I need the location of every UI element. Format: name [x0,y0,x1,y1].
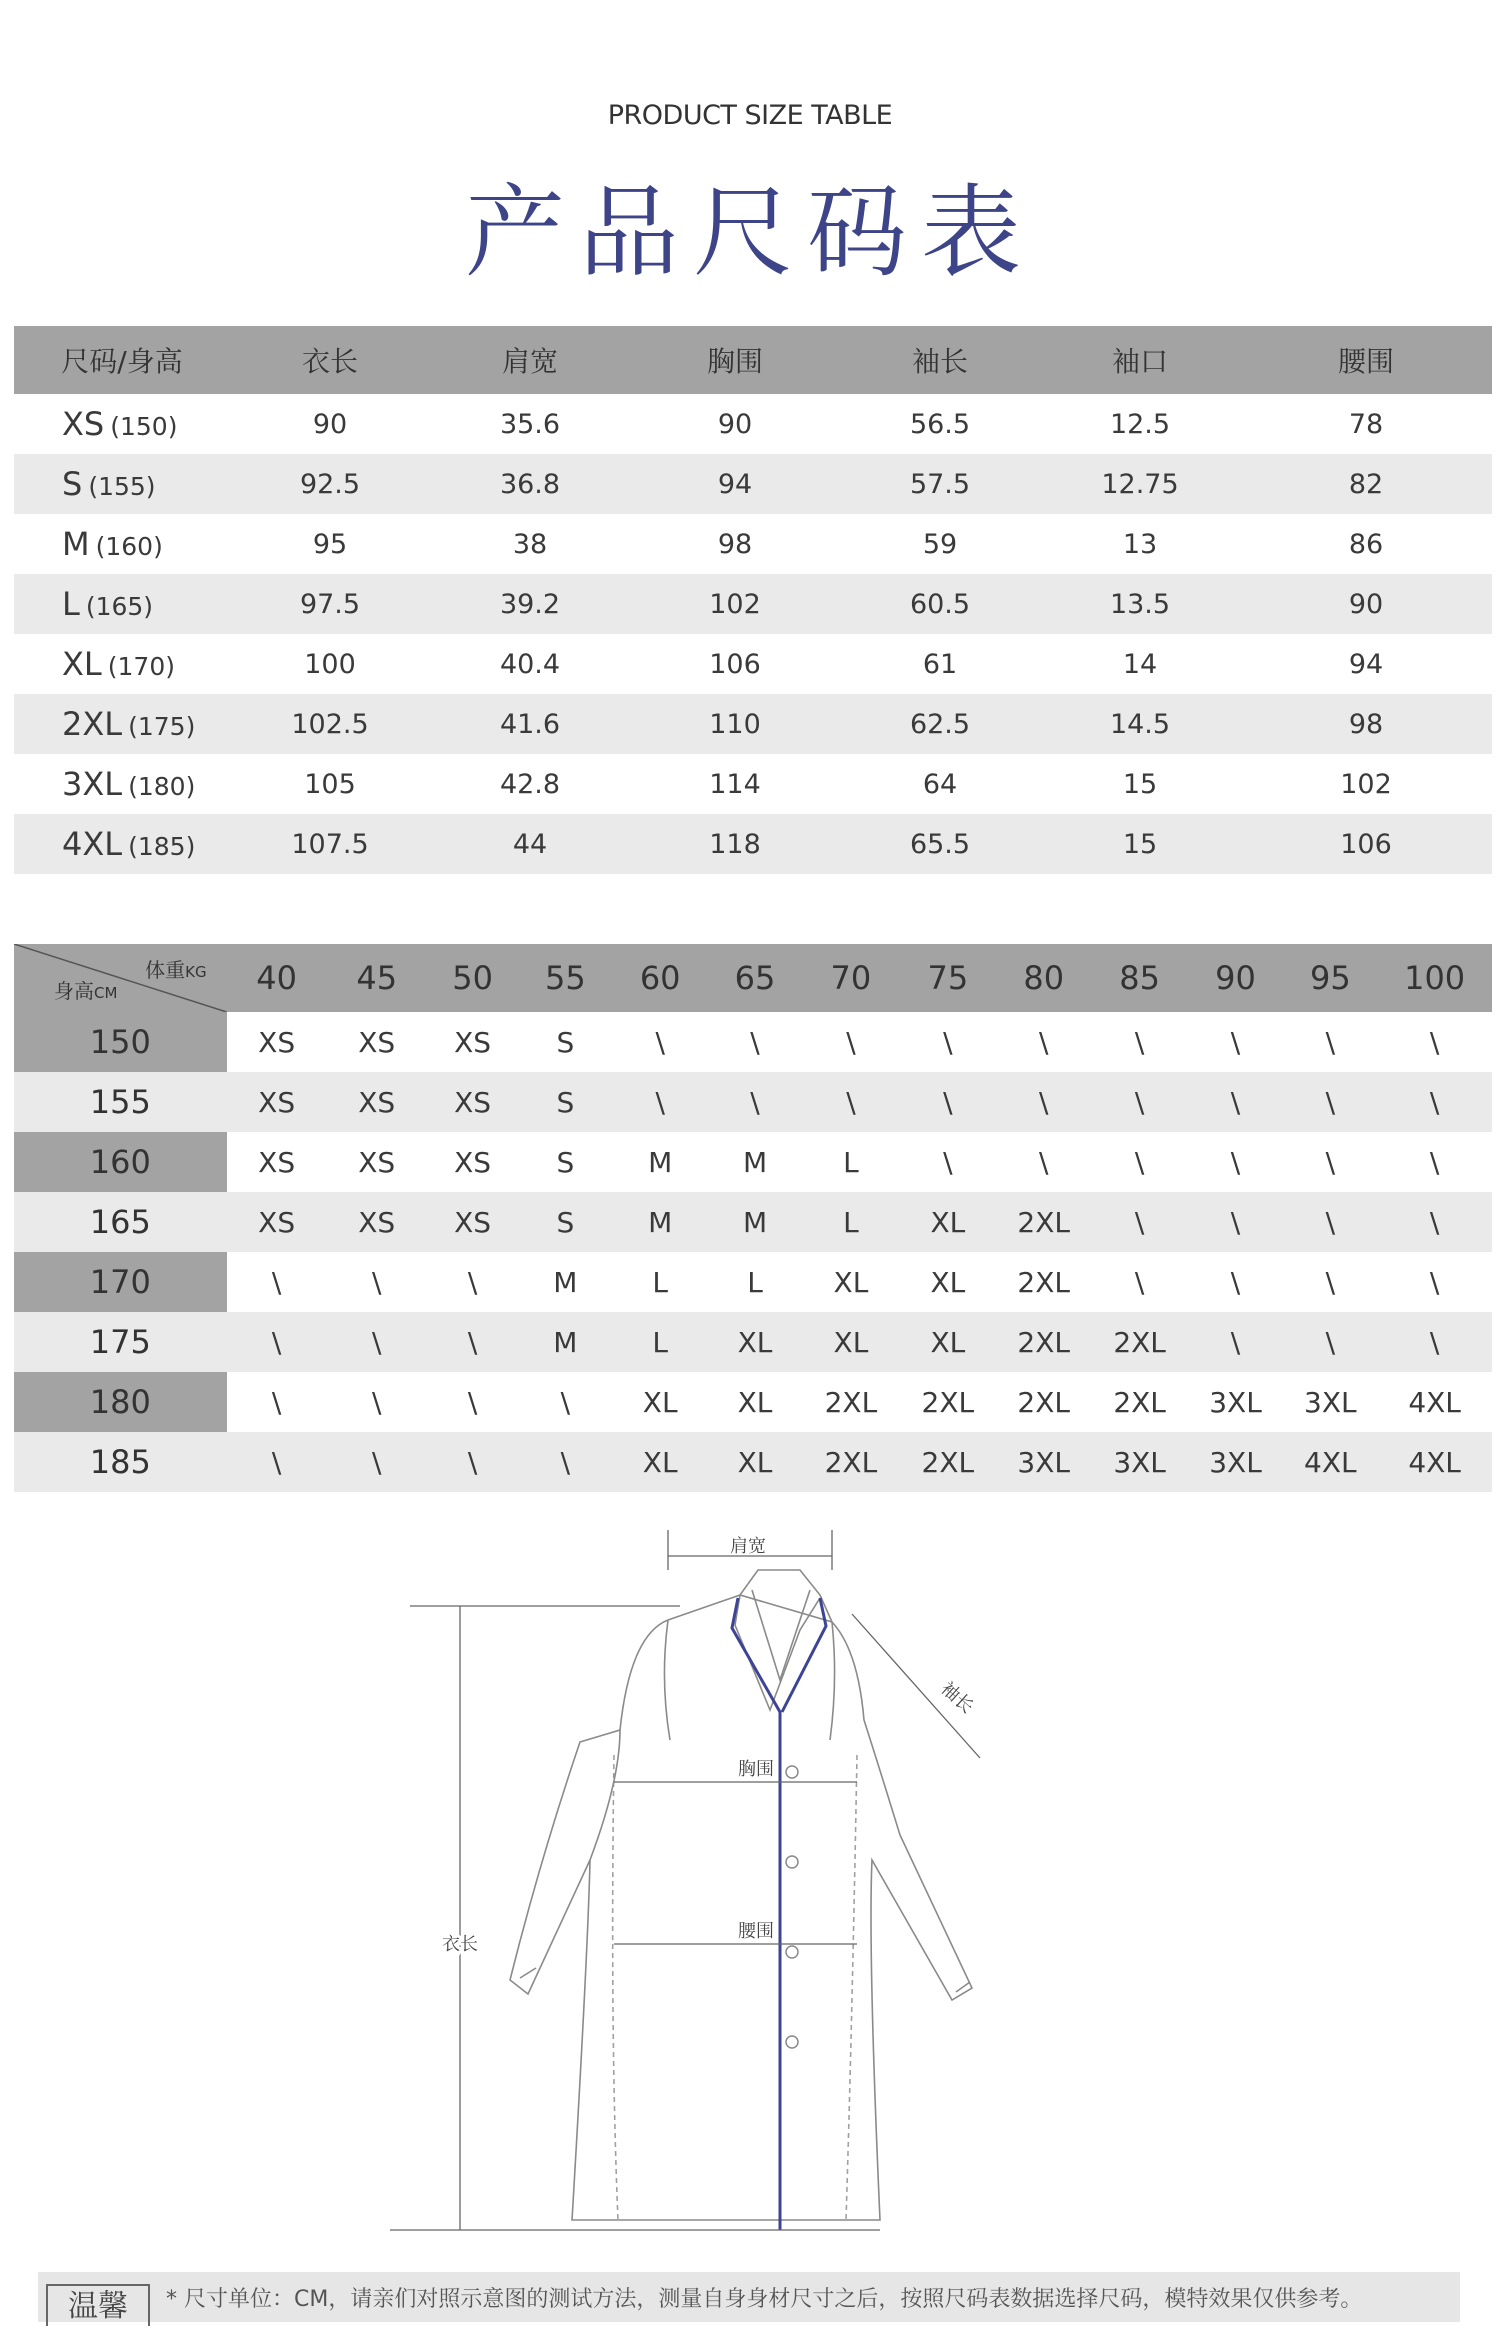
recommended-size-cell: 4XL [1408,1385,1461,1419]
recommended-size-cell: \ [227,1432,327,1492]
weight-height-table [14,944,1492,1492]
size-name: XL [62,645,102,683]
weight-header-cell: 65 [708,944,802,1012]
size-row [14,694,1492,754]
recommended-size-cell: \ [1230,1025,1241,1059]
size-row [14,754,1492,814]
height-cell: 165 [14,1192,227,1252]
size-height: (180) [128,772,196,801]
recommended-size-cell: \ [655,1025,665,1059]
measurement-cell: 118 [630,814,840,874]
measurement-cell: 59 [922,528,958,560]
size-height: (155) [88,472,156,501]
recommended-size-cell: L [802,1192,900,1252]
weight-header-cell: 80 [996,944,1092,1012]
measurement-cell: 90 [1240,574,1492,634]
recommended-size-cell: \ [943,1025,953,1059]
size-row [14,454,1492,514]
recommended-size-cell: M [708,1192,802,1252]
measurement-cell: 92.5 [230,454,430,514]
recommended-size-cell: \ [1134,1145,1145,1179]
size-cell [14,454,230,514]
recommended-size-cell: 2XL [1017,1385,1071,1419]
col-header-waist: 腰围 [1240,326,1492,394]
recommended-size-cell: 2XL [996,1312,1092,1372]
recommended-size-cell: \ [612,1072,708,1132]
corner-weight-label: 体重KG [145,958,207,982]
button-4 [786,2036,798,2048]
size-row [14,814,1492,874]
measurement-cell: 114 [709,768,761,800]
measurement-cell: 36.8 [430,454,630,514]
garment-diagram [360,1530,1310,2240]
label-sleeve: 袖长 [936,1678,978,1718]
size-name: M [62,525,90,563]
weight-header-cell: 75 [900,944,996,1012]
height-cell: 185 [14,1432,227,1492]
recommended-size-cell: XL [708,1312,802,1372]
recommended-size-cell: \ [1325,1025,1336,1059]
measurement-cell: 65.5 [840,814,1040,874]
measurement-cell: 13.5 [1040,574,1240,634]
size-name: L [62,585,80,623]
note-bar [38,2272,1460,2322]
measurement-cell: 41.6 [430,694,630,754]
recommended-size-cell: XS [258,1025,296,1059]
size-table [14,326,1492,874]
size-height: (185) [128,832,196,861]
weight-row [14,1312,1492,1372]
recommended-size-cell: XL [930,1265,966,1299]
recommended-size-cell: \ [900,1072,996,1132]
measurement-cell: 40.4 [499,648,561,680]
measurement-cell: 102 [1340,768,1392,800]
recommended-size-cell: L [652,1265,668,1299]
recommended-size-cell: \ [1039,1025,1049,1059]
recommended-size-cell: 2XL [900,1432,996,1492]
recommended-size-cell: \ [846,1025,856,1059]
weight-header-cell: 40 [227,944,327,1012]
recommended-size-cell: 4XL [1283,1432,1377,1492]
note-text: * 尺寸单位：CM，请亲们对照示意图的测试方法，测量自身身材尺寸之后，按照尺码表数据选择尺码，模特效果仅供参考。 [166,2287,1363,2312]
recommended-size-cell: XS [327,1192,427,1252]
recommended-size-cell: \ [943,1145,953,1179]
size-name: 2XL [62,705,123,743]
recommended-size-cell: XL [612,1432,708,1492]
recommended-size-cell: L [747,1265,763,1299]
measurement-cell: 14 [1122,648,1158,680]
weight-header-cell: 70 [802,944,900,1012]
recommended-size-cell: \ [467,1265,478,1299]
weight-header-cell: 100 [1377,944,1492,1012]
weight-row [14,1012,1492,1072]
label-waist: 腰围 [738,1921,774,1942]
coat-body-outline [510,1595,972,2220]
measurement-cell: 105 [304,768,356,800]
weight-row [14,1132,1492,1192]
col-header-chest: 胸围 [630,326,840,394]
recommended-size-cell: \ [1134,1265,1145,1299]
height-cell: 160 [14,1132,227,1192]
measurement-cell: 57.5 [840,454,1040,514]
measurement-cell: 56.5 [909,408,971,440]
col-header-length: 衣长 [230,326,430,394]
recommended-size-cell: 2XL [824,1385,878,1419]
button-2 [786,1856,798,1868]
recommended-size-cell: \ [1429,1265,1440,1299]
recommended-size-cell: XS [454,1145,492,1179]
measurement-cell: 39.2 [430,574,630,634]
label-chest: 胸围 [738,1759,774,1780]
size-row [14,394,1492,454]
recommended-size-cell: XL [833,1265,869,1299]
recommended-size-cell: \ [802,1072,900,1132]
recommended-size-cell: \ [1283,1072,1377,1132]
col-header-shoulder: 肩宽 [430,326,630,394]
size-name: 3XL [62,765,123,803]
measurement-cell: 44 [430,814,630,874]
placket-line [732,1598,780,2230]
measurement-cell: 61 [922,648,958,680]
measurement-cell: 35.6 [499,408,561,440]
recommended-size-cell: \ [271,1385,282,1419]
size-row [14,514,1492,574]
recommended-size-cell: 2XL [802,1432,900,1492]
weight-header-cell: 45 [327,944,427,1012]
measurement-cell: 106 [1240,814,1492,874]
measurement-cell: 102 [630,574,840,634]
recommended-size-cell: \ [1230,1265,1241,1299]
corner-height-label: 身高CM [54,979,118,1003]
size-height: (170) [107,652,175,681]
recommended-size-cell: XS [327,1072,427,1132]
title-en: PRODUCT SIZE TABLE [607,100,893,131]
measurement-cell: 90 [312,408,348,440]
button-3 [786,1946,798,1958]
measurement-cell: 64 [922,768,958,800]
recommended-size-cell: XL [900,1192,996,1252]
recommended-size-cell: \ [560,1385,571,1419]
weight-header-cell: 55 [518,944,612,1012]
size-name: 4XL [62,825,123,863]
measurement-cell: 98 [717,528,753,560]
col-header-size: 尺码/身高 [14,326,230,394]
measurement-cell: 15 [1122,768,1158,800]
recommended-size-cell: L [843,1145,859,1179]
measurement-cell: 94 [1348,648,1384,680]
size-cell [14,694,230,754]
recommended-size-cell: \ [996,1072,1092,1132]
height-cell: 155 [14,1072,227,1132]
recommended-size-cell: 2XL [1017,1265,1071,1299]
button-1 [786,1766,798,1778]
weight-header-cell: 90 [1188,944,1284,1012]
recommended-size-cell: \ [1429,1025,1440,1059]
weight-table-header [14,944,1492,1012]
recommended-size-cell: \ [1230,1145,1241,1179]
corner-cell [14,944,227,1012]
recommended-size-cell: 2XL [921,1385,975,1419]
height-cell: 170 [14,1252,227,1312]
measurement-cell: 86 [1348,528,1384,560]
size-cell [14,514,230,574]
size-cell [14,394,230,454]
size-height: (150) [110,412,178,441]
recommended-size-cell: M [612,1192,708,1252]
recommended-size-cell: \ [327,1312,427,1372]
size-cell [14,814,230,874]
size-height: (165) [85,592,154,621]
recommended-size-cell: XL [737,1385,773,1419]
measurement-cell: 94 [630,454,840,514]
title-cn: 产品尺码表 [465,174,1035,291]
height-cell: 180 [14,1372,227,1432]
recommended-size-cell: XS [258,1145,296,1179]
weight-row [14,1192,1492,1252]
weight-row [14,1432,1492,1492]
measurement-cell: 60.5 [840,574,1040,634]
size-table-header [14,326,1492,394]
recommended-size-cell: XL [642,1385,678,1419]
col-header-cuff: 袖口 [1040,326,1240,394]
recommended-size-cell: \ [271,1265,282,1299]
measurement-cell: 13 [1122,528,1158,560]
recommended-size-cell: M [742,1145,768,1179]
recommended-size-cell: S [518,1192,612,1252]
size-cell [14,634,230,694]
size-height: (175) [128,712,196,741]
measurement-cell: 15 [1040,814,1240,874]
recommended-size-cell: \ [1188,1072,1284,1132]
recommended-size-cell: \ [327,1432,427,1492]
measurement-cell: 106 [709,648,761,680]
measurement-cell: 12.75 [1040,454,1240,514]
measurement-cell: 102.5 [230,694,430,754]
weight-row [14,1072,1492,1132]
size-row [14,634,1492,694]
recommended-size-cell: \ [1377,1072,1492,1132]
recommended-size-cell: 4XL [1377,1432,1492,1492]
recommended-size-cell: XL [900,1312,996,1372]
recommended-size-cell: XS [358,1025,396,1059]
weight-row [14,1372,1492,1432]
size-name: XS [62,405,105,443]
weight-header-cell: 85 [1092,944,1188,1012]
measurement-cell: 42.8 [499,768,561,800]
col-header-sleeve: 袖长 [840,326,1040,394]
measurement-cell: 14.5 [1040,694,1240,754]
recommended-size-cell: \ [1377,1312,1492,1372]
recommended-size-cell: \ [1283,1192,1377,1252]
label-shoulder: 肩宽 [730,1536,766,1557]
measurement-cell: 97.5 [230,574,430,634]
recommended-size-cell: XS [227,1072,327,1132]
recommended-size-cell: 2XL [996,1192,1092,1252]
recommended-size-cell: S [556,1025,575,1059]
measurement-cell: 38 [512,528,548,560]
recommended-size-cell: M [648,1145,673,1179]
height-cell: 175 [14,1312,227,1372]
recommended-size-cell: XL [802,1312,900,1372]
recommended-size-cell: 2XL [1092,1312,1188,1372]
measurement-cell: 62.5 [840,694,1040,754]
recommended-size-cell: \ [518,1432,612,1492]
measurement-cell: 107.5 [230,814,430,874]
size-row [14,574,1492,634]
recommended-size-cell: \ [1188,1192,1284,1252]
recommended-size-cell: XS [427,1072,519,1132]
recommended-size-cell: \ [1429,1145,1440,1179]
recommended-size-cell: \ [1377,1192,1492,1252]
recommended-size-cell: XS [227,1192,327,1252]
size-cell [14,574,230,634]
weight-header-cell: 50 [427,944,519,1012]
recommended-size-cell: XL [708,1432,802,1492]
recommended-size-cell: M [518,1312,612,1372]
recommended-size-cell: \ [1325,1265,1336,1299]
recommended-size-cell: XS [427,1192,519,1252]
measurement-cell: 78 [1348,408,1384,440]
recommended-size-cell: \ [708,1072,802,1132]
measurement-cell: 82 [1240,454,1492,514]
recommended-size-cell: XS [454,1025,492,1059]
recommended-size-cell: \ [1134,1025,1145,1059]
recommended-size-cell: 3XL [1188,1432,1284,1492]
recommended-size-cell: M [553,1265,578,1299]
measurement-cell: 95 [312,528,348,560]
recommended-size-cell: L [612,1312,708,1372]
height-cell: 150 [14,1012,227,1072]
recommended-size-cell: S [556,1145,575,1179]
recommended-size-cell: \ [427,1312,519,1372]
size-name: S [62,465,83,503]
recommended-size-cell: 3XL [1304,1385,1357,1419]
recommended-size-cell: 3XL [996,1432,1092,1492]
recommended-size-cell: \ [750,1025,760,1059]
recommended-size-cell: \ [371,1265,382,1299]
recommended-size-cell: \ [227,1312,327,1372]
recommended-size-cell: 2XL [1113,1385,1166,1419]
recommended-size-cell: \ [467,1385,478,1419]
recommended-size-cell: S [518,1072,612,1132]
recommended-size-cell: \ [371,1385,382,1419]
recommended-size-cell: XS [358,1145,396,1179]
weight-row [14,1252,1492,1312]
measurement-cell: 100 [304,648,356,680]
weight-header-cell: 95 [1283,944,1377,1012]
label-length: 衣长 [442,1934,478,1955]
recommended-size-cell: \ [427,1432,519,1492]
recommended-size-cell: \ [1188,1312,1284,1372]
recommended-size-cell: 3XL [1092,1432,1188,1492]
recommended-size-cell: 3XL [1209,1385,1262,1419]
measurement-cell: 98 [1240,694,1492,754]
size-cell [14,754,230,814]
recommended-size-cell: \ [1092,1072,1188,1132]
measurement-cell: 90 [717,408,753,440]
weight-header-cell: 60 [612,944,708,1012]
recommended-size-cell: \ [1039,1145,1049,1179]
recommended-size-cell: \ [1283,1312,1377,1372]
measurement-cell: 110 [630,694,840,754]
recommended-size-cell: \ [1325,1145,1336,1179]
size-height: (160) [95,532,163,561]
measurement-cell: 12.5 [1109,408,1171,440]
recommended-size-cell: \ [1092,1192,1188,1252]
note-label: 温馨 [46,2284,150,2326]
